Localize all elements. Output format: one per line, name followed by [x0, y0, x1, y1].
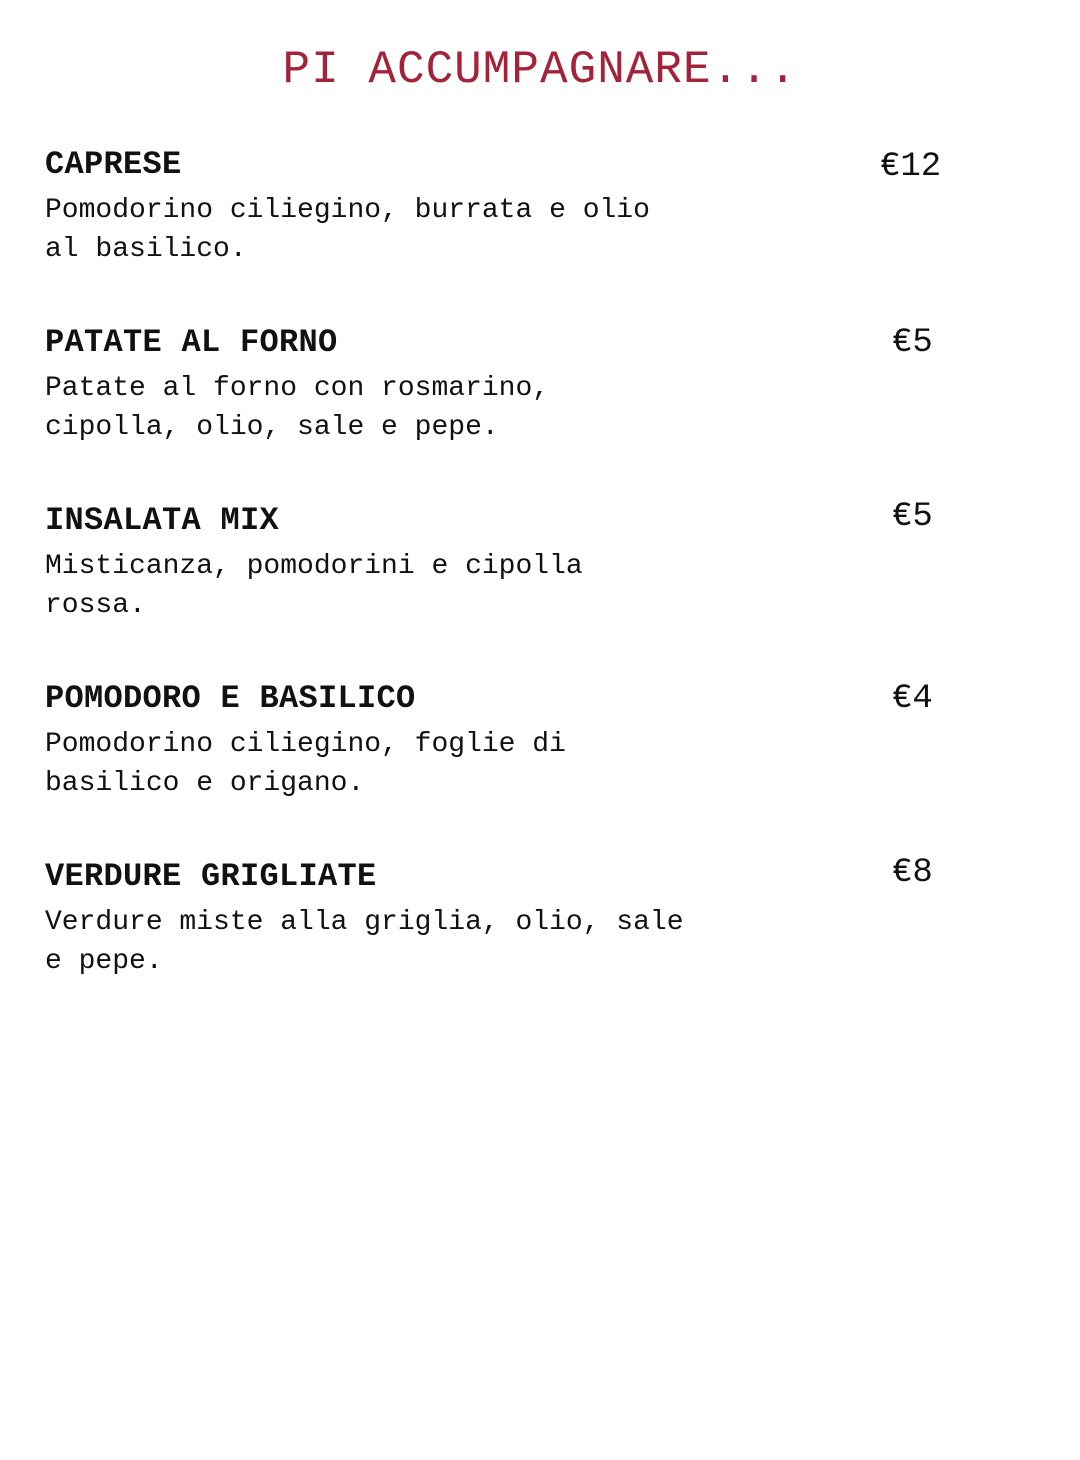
- menu-item-description: Verdure miste alla griglia, olio, sale e pepe.: [45, 907, 684, 977]
- menu-item-name: INSALATA MIX: [45, 502, 280, 539]
- menu-item-patate-al-forno: [45, 323, 1005, 447]
- menu-item-pomodoro-e-basilico: [45, 679, 1005, 803]
- menu-item-price: €4: [892, 680, 933, 718]
- menu-item-description: Pomodorino ciliegino, foglie di basilico e origano.: [45, 729, 566, 799]
- menu-item-name: PATATE AL FORNO: [45, 324, 338, 361]
- menu-item-insalata-mix: [45, 498, 1005, 625]
- menu-item-name: POMODORO E BASILICO: [45, 680, 416, 717]
- menu-item-price: €5: [892, 324, 933, 362]
- menu-item-name: CAPRESE: [45, 146, 182, 183]
- menu-item-name: VERDURE GRIGLIATE: [45, 858, 377, 895]
- menu-item-price: €12: [880, 148, 942, 186]
- menu-item-description: Patate al forno con rosmarino, cipolla, olio, sale e pepe.: [45, 373, 550, 443]
- menu-item-description: Pomodorino ciliegino, burrata e olio al basilico.: [45, 195, 650, 265]
- menu-item-caprese: [45, 145, 1005, 269]
- page-title: PI ACCUMPAGNARE...: [282, 44, 798, 96]
- menu-item-price: €5: [892, 498, 933, 536]
- menu-item-verdure-grigliate: [45, 854, 1005, 981]
- menu-item-description: Misticanza, pomodorini e cipolla rossa.: [45, 551, 583, 621]
- menu-item-price: €8: [892, 854, 933, 892]
